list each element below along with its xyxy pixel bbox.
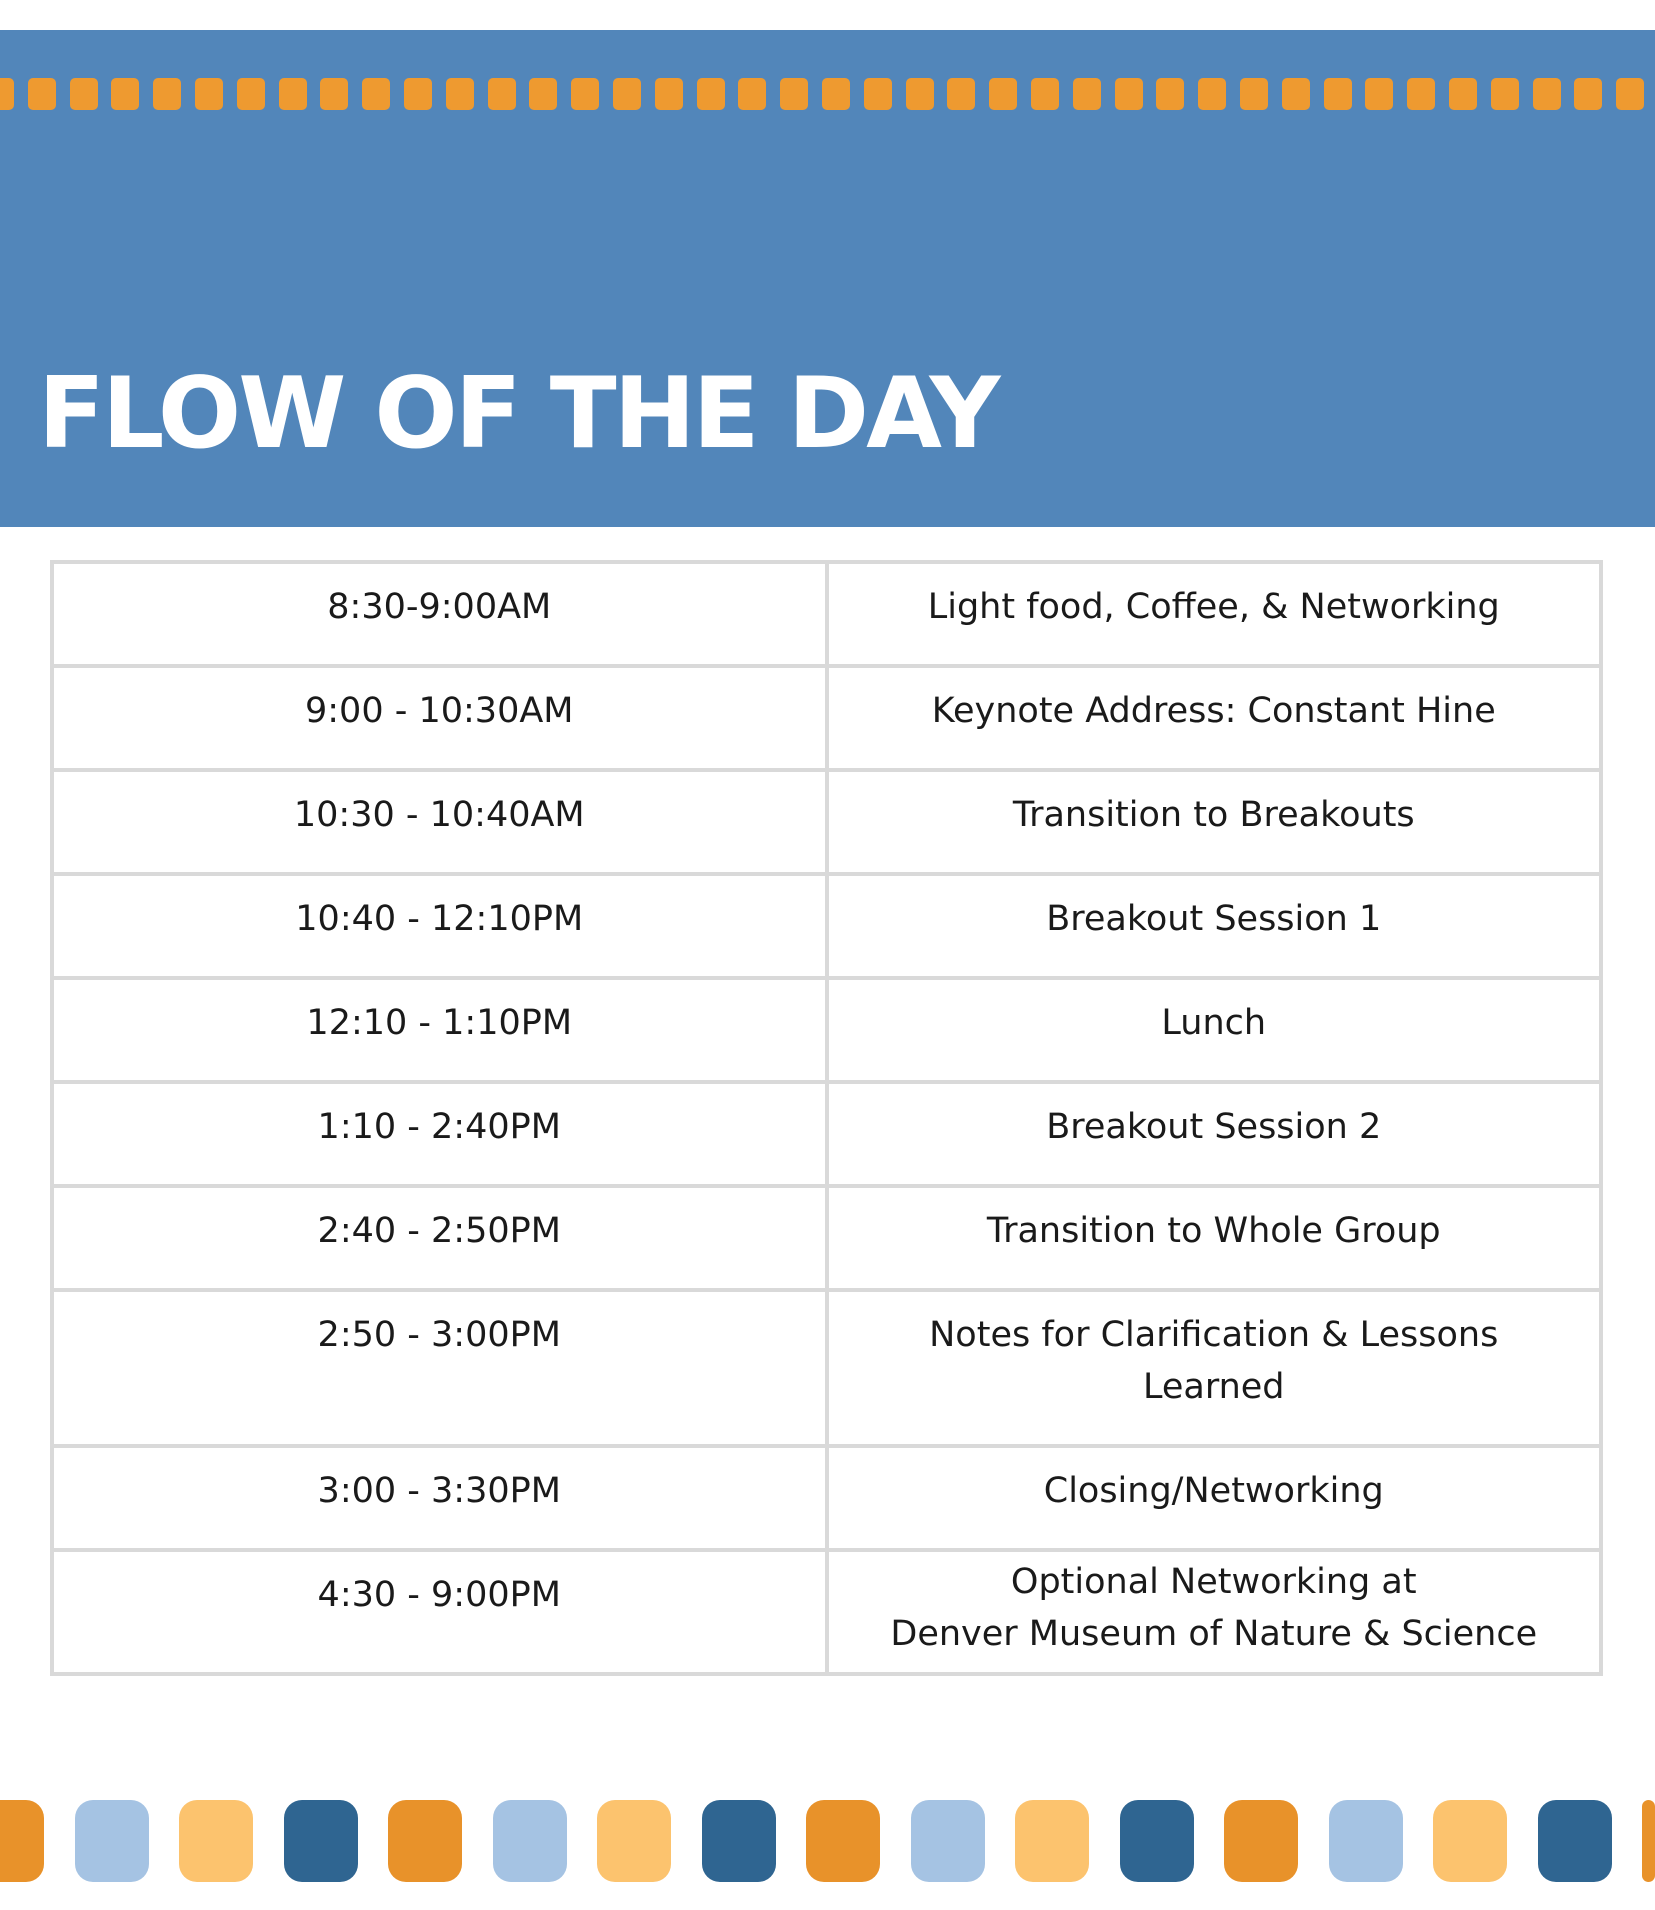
schedule-row xyxy=(52,666,1601,770)
border-dot xyxy=(28,78,56,110)
time-cell: 4:30 - 9:00PM xyxy=(52,1550,827,1674)
border-dot xyxy=(1115,78,1143,110)
border-dot xyxy=(864,78,892,110)
decorative-square xyxy=(1538,1800,1612,1882)
decorative-square-border xyxy=(0,1800,1655,1882)
border-dot xyxy=(237,78,265,110)
time-cell: 2:50 - 3:00PM xyxy=(52,1290,827,1446)
activity-cell xyxy=(827,1082,1602,1186)
border-dot xyxy=(1073,78,1101,110)
time-cell: 8:30-9:00AM xyxy=(52,562,827,666)
border-dot xyxy=(1156,78,1184,110)
decorative-square xyxy=(911,1800,985,1882)
page-title: FLOW OF THE DAY xyxy=(38,357,998,471)
border-dot xyxy=(1198,78,1226,110)
activity-text: Learned xyxy=(1142,1367,1285,1407)
schedule-row xyxy=(52,562,1601,666)
border-dot xyxy=(404,78,432,110)
schedule-row xyxy=(52,1186,1601,1290)
activity-cell xyxy=(827,562,1602,666)
decorative-square xyxy=(179,1800,253,1882)
decorative-square xyxy=(1433,1800,1507,1882)
activity-cell xyxy=(827,1186,1602,1290)
schedule-row xyxy=(52,770,1601,874)
decorative-square xyxy=(1329,1800,1403,1882)
schedule-row xyxy=(52,1082,1601,1186)
activity-cell xyxy=(827,1446,1602,1550)
activity-cell xyxy=(827,1290,1602,1446)
activity-text: Notes for Clarification & Lessons xyxy=(929,1315,1499,1355)
header-banner xyxy=(0,30,1655,527)
time-cell: 3:00 - 3:30PM xyxy=(52,1446,827,1550)
border-dot xyxy=(1407,78,1435,110)
border-dot xyxy=(822,78,850,110)
border-dot xyxy=(947,78,975,110)
border-dot xyxy=(111,78,139,110)
activity-cell xyxy=(827,874,1602,978)
time-cell: 2:40 - 2:50PM xyxy=(52,1186,827,1290)
border-dot xyxy=(1031,78,1059,110)
decorative-square xyxy=(493,1800,567,1882)
decorative-square xyxy=(1642,1800,1655,1882)
border-dot xyxy=(1616,78,1644,110)
schedule-row xyxy=(52,1290,1601,1446)
activity-cell xyxy=(827,666,1602,770)
activity-text: Optional Networking at xyxy=(1010,1562,1417,1602)
decorative-square xyxy=(1015,1800,1089,1882)
border-dot xyxy=(1282,78,1310,110)
border-dot xyxy=(279,78,307,110)
decorative-square xyxy=(1120,1800,1194,1882)
border-dot xyxy=(446,78,474,110)
time-cell: 10:30 - 10:40AM xyxy=(52,770,827,874)
border-dot xyxy=(0,78,14,110)
schedule-row xyxy=(52,1446,1601,1550)
border-dot xyxy=(613,78,641,110)
time-cell: 1:10 - 2:40PM xyxy=(52,1082,827,1186)
border-dot xyxy=(362,78,390,110)
schedule-row xyxy=(52,978,1601,1082)
border-dot xyxy=(1574,78,1602,110)
schedule-row xyxy=(52,874,1601,978)
activity-text: Breakout Session 1 xyxy=(1046,899,1382,939)
time-cell: 9:00 - 10:30AM xyxy=(52,666,827,770)
decorative-square xyxy=(284,1800,358,1882)
activity-text: Transition to Whole Group xyxy=(986,1211,1441,1251)
decorative-square xyxy=(806,1800,880,1882)
border-dot xyxy=(655,78,683,110)
border-dot xyxy=(1533,78,1561,110)
border-dot xyxy=(1365,78,1393,110)
activity-text: Keynote Address: Constant Hine xyxy=(931,691,1496,731)
border-dot xyxy=(989,78,1017,110)
activity-text: Lunch xyxy=(1161,1003,1267,1043)
border-dot xyxy=(320,78,348,110)
activity-cell xyxy=(827,1550,1602,1674)
decorative-square xyxy=(702,1800,776,1882)
border-dot xyxy=(529,78,557,110)
border-dot xyxy=(488,78,516,110)
decorative-square xyxy=(597,1800,671,1882)
border-dot xyxy=(153,78,181,110)
schedule-row xyxy=(52,1550,1601,1674)
activity-text: Light food, Coffee, & Networking xyxy=(927,587,1500,627)
border-dot xyxy=(1324,78,1352,110)
activity-cell xyxy=(827,770,1602,874)
activity-text: Breakout Session 2 xyxy=(1046,1107,1382,1147)
activity-text: Denver Museum of Nature & Science xyxy=(890,1614,1538,1654)
decorative-square xyxy=(0,1800,44,1882)
activity-text: Closing/Networking xyxy=(1043,1471,1384,1511)
border-dot xyxy=(1491,78,1519,110)
decorative-square xyxy=(1224,1800,1298,1882)
border-dot xyxy=(1449,78,1477,110)
activity-text: Transition to Breakouts xyxy=(1012,795,1415,835)
border-dot xyxy=(738,78,766,110)
border-dot xyxy=(906,78,934,110)
time-cell: 10:40 - 12:10PM xyxy=(52,874,827,978)
border-dot xyxy=(70,78,98,110)
border-dot xyxy=(780,78,808,110)
time-cell: 12:10 - 1:10PM xyxy=(52,978,827,1082)
border-dot xyxy=(195,78,223,110)
activity-cell xyxy=(827,978,1602,1082)
decorative-square xyxy=(388,1800,462,1882)
decorative-square xyxy=(75,1800,149,1882)
border-dot xyxy=(1240,78,1268,110)
border-dot xyxy=(571,78,599,110)
orange-dot-border xyxy=(0,78,1655,110)
border-dot xyxy=(697,78,725,110)
schedule-table xyxy=(50,560,1603,1676)
